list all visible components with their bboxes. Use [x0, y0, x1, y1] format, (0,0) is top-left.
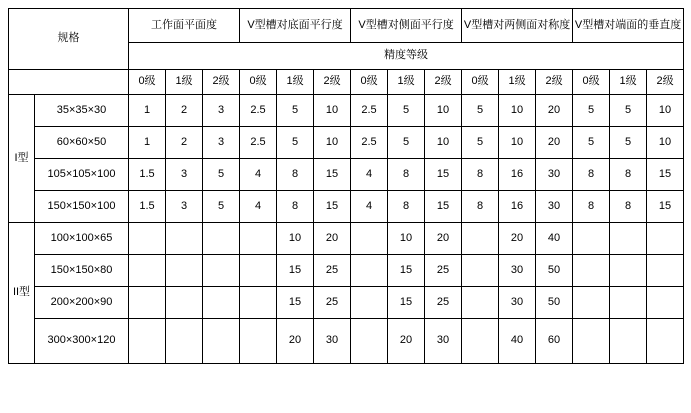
cell-value: 8	[277, 191, 314, 223]
cell-value: 5	[573, 127, 610, 159]
cell-value: 5	[610, 127, 647, 159]
cell-value: 8	[388, 191, 425, 223]
cell-value	[610, 223, 647, 255]
cell-value: 10	[425, 95, 462, 127]
cell-value	[166, 319, 203, 364]
cell-value: 5	[203, 191, 240, 223]
cell-value: 30	[536, 159, 573, 191]
cell-value	[203, 255, 240, 287]
row-name: 200×200×90	[35, 287, 129, 319]
header-group-0: 工作面平面度	[129, 9, 240, 43]
cell-value	[573, 255, 610, 287]
cell-value: 15	[388, 287, 425, 319]
cell-value: 30	[314, 319, 351, 364]
cell-value: 15	[314, 159, 351, 191]
cell-value	[166, 223, 203, 255]
cell-value: 8	[573, 159, 610, 191]
table-row	[9, 319, 684, 364]
header-group-3: V型槽对两侧面对称度	[462, 9, 573, 43]
cell-value: 5	[462, 127, 499, 159]
type-label-0: I型	[9, 95, 35, 223]
cell-value: 5	[277, 95, 314, 127]
cell-value: 10	[277, 223, 314, 255]
cell-value: 16	[499, 191, 536, 223]
cell-value: 8	[388, 159, 425, 191]
cell-value: 2	[166, 95, 203, 127]
cell-value: 10	[647, 95, 684, 127]
header-level-3-2: 2级	[536, 70, 573, 95]
cell-value: 15	[277, 287, 314, 319]
cell-value	[129, 319, 166, 364]
row-name: 105×105×100	[35, 159, 129, 191]
cell-value: 2.5	[351, 95, 388, 127]
cell-value: 15	[388, 255, 425, 287]
cell-value: 5	[388, 95, 425, 127]
header-level-4-2: 2级	[647, 70, 684, 95]
cell-value: 2	[166, 127, 203, 159]
cell-value	[573, 287, 610, 319]
cell-value: 10	[314, 95, 351, 127]
header-level-3-1: 1级	[499, 70, 536, 95]
cell-value	[129, 223, 166, 255]
cell-value	[351, 223, 388, 255]
table-row	[9, 191, 684, 223]
cell-value	[610, 255, 647, 287]
cell-value: 15	[277, 255, 314, 287]
table-row	[9, 287, 684, 319]
cell-value: 40	[499, 319, 536, 364]
cell-value: 60	[536, 319, 573, 364]
header-level-4-1: 1级	[610, 70, 647, 95]
cell-value: 20	[536, 127, 573, 159]
cell-value	[647, 319, 684, 364]
header-spec: 规格	[9, 9, 129, 70]
cell-value: 4	[240, 191, 277, 223]
cell-value: 4	[351, 159, 388, 191]
cell-value	[129, 255, 166, 287]
header-level-0-1: 1级	[166, 70, 203, 95]
table-row	[9, 255, 684, 287]
cell-value: 8	[573, 191, 610, 223]
cell-value	[462, 255, 499, 287]
cell-value: 3	[166, 191, 203, 223]
row-name: 150×150×80	[35, 255, 129, 287]
cell-value: 5	[203, 159, 240, 191]
header-level-2-2: 2级	[425, 70, 462, 95]
table-row	[9, 159, 684, 191]
header-level-0-0: 0级	[129, 70, 166, 95]
cell-value	[462, 223, 499, 255]
cell-value: 5	[462, 95, 499, 127]
cell-value: 25	[314, 255, 351, 287]
cell-value: 15	[647, 191, 684, 223]
specification-table	[8, 8, 684, 364]
header-level-1-1: 1级	[277, 70, 314, 95]
cell-value	[462, 287, 499, 319]
cell-value: 30	[536, 191, 573, 223]
cell-value: 30	[425, 319, 462, 364]
header-level-0-2: 2级	[203, 70, 240, 95]
cell-value: 1.5	[129, 159, 166, 191]
table-row	[9, 223, 684, 255]
header-level-1-0: 0级	[240, 70, 277, 95]
row-name: 100×100×65	[35, 223, 129, 255]
cell-value	[203, 223, 240, 255]
cell-value	[129, 287, 166, 319]
cell-value	[610, 319, 647, 364]
cell-value	[166, 255, 203, 287]
header-level-1-2: 2级	[314, 70, 351, 95]
cell-value	[610, 287, 647, 319]
cell-value: 8	[610, 191, 647, 223]
header-group-4: V型槽对端面的垂直度	[573, 9, 684, 43]
cell-value: 3	[203, 95, 240, 127]
cell-value	[240, 255, 277, 287]
cell-value: 1	[129, 127, 166, 159]
cell-value: 16	[499, 159, 536, 191]
cell-value: 10	[425, 127, 462, 159]
header-level-2-0: 0级	[351, 70, 388, 95]
cell-value	[240, 319, 277, 364]
cell-value: 8	[462, 159, 499, 191]
header-level-2-1: 1级	[388, 70, 425, 95]
cell-value	[351, 287, 388, 319]
cell-value	[351, 255, 388, 287]
row-name: 60×60×50	[35, 127, 129, 159]
row-name: 35×35×30	[35, 95, 129, 127]
cell-value: 10	[388, 223, 425, 255]
cell-value: 20	[499, 223, 536, 255]
table-row	[9, 95, 684, 127]
cell-value: 40	[536, 223, 573, 255]
header-level-4-0: 0级	[573, 70, 610, 95]
cell-value: 20	[425, 223, 462, 255]
cell-value: 20	[388, 319, 425, 364]
cell-value: 20	[314, 223, 351, 255]
cell-value: 15	[425, 191, 462, 223]
row-name: 300×300×120	[35, 319, 129, 364]
header-group-2: V型槽对侧面平行度	[351, 9, 462, 43]
cell-value	[240, 287, 277, 319]
cell-value: 15	[425, 159, 462, 191]
cell-value: 4	[351, 191, 388, 223]
cell-value: 8	[610, 159, 647, 191]
cell-value: 5	[388, 127, 425, 159]
cell-value	[573, 319, 610, 364]
cell-value: 15	[314, 191, 351, 223]
cell-value: 8	[277, 159, 314, 191]
header-accuracy: 精度等级	[129, 43, 684, 70]
cell-value: 3	[203, 127, 240, 159]
cell-value: 10	[499, 95, 536, 127]
cell-value	[647, 287, 684, 319]
cell-value	[203, 287, 240, 319]
cell-value: 2.5	[240, 127, 277, 159]
cell-value: 50	[536, 287, 573, 319]
cell-value: 30	[499, 287, 536, 319]
cell-value	[573, 223, 610, 255]
row-name: 150×150×100	[35, 191, 129, 223]
table-header-row-groups	[9, 9, 684, 43]
cell-value: 15	[647, 159, 684, 191]
cell-value: 4	[240, 159, 277, 191]
cell-value	[647, 255, 684, 287]
cell-value: 3	[166, 159, 203, 191]
cell-value	[203, 319, 240, 364]
header-spacer	[9, 70, 129, 95]
cell-value: 2.5	[351, 127, 388, 159]
cell-value: 25	[425, 255, 462, 287]
cell-value	[462, 319, 499, 364]
cell-value: 2.5	[240, 95, 277, 127]
cell-value: 8	[462, 191, 499, 223]
cell-value: 30	[499, 255, 536, 287]
cell-value: 1.5	[129, 191, 166, 223]
cell-value: 25	[425, 287, 462, 319]
cell-value: 5	[610, 95, 647, 127]
type-label-1: II型	[9, 223, 35, 364]
cell-value: 5	[277, 127, 314, 159]
cell-value: 20	[536, 95, 573, 127]
cell-value: 20	[277, 319, 314, 364]
cell-value: 10	[647, 127, 684, 159]
header-level-3-0: 0级	[462, 70, 499, 95]
cell-value	[240, 223, 277, 255]
cell-value	[647, 223, 684, 255]
cell-value: 1	[129, 95, 166, 127]
document-sheet	[0, 8, 691, 413]
header-group-1: V型槽对底面平行度	[240, 9, 351, 43]
cell-value: 25	[314, 287, 351, 319]
table-row	[9, 127, 684, 159]
cell-value: 5	[573, 95, 610, 127]
table-header-row-levels	[9, 70, 684, 95]
cell-value	[166, 287, 203, 319]
cell-value: 50	[536, 255, 573, 287]
cell-value: 10	[499, 127, 536, 159]
cell-value	[351, 319, 388, 364]
cell-value: 10	[314, 127, 351, 159]
